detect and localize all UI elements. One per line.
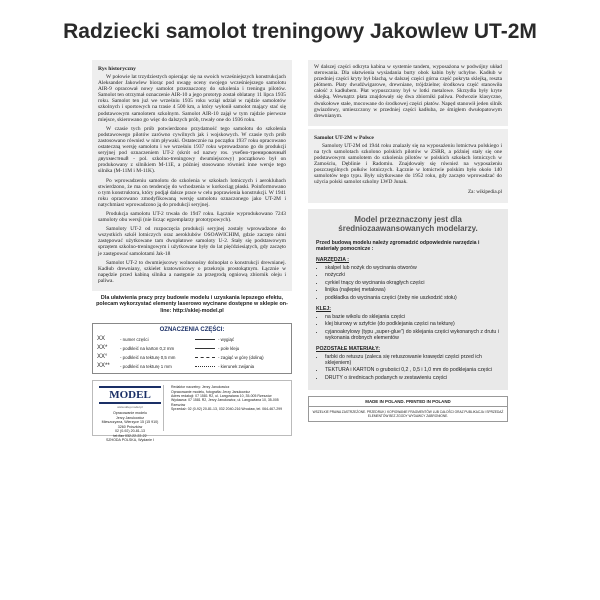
tools-list xyxy=(316,265,500,301)
poland-heading: Samolot UT-2M w Polsce xyxy=(314,134,374,141)
publisher-footer xyxy=(92,380,292,443)
poland-paragraph: Samoloty UT-2M od 1944 roku znalazły się na wyposażeniu lotnictwa polskiego i na tych samolotach szkolono polskich pilotów w ZSRR, a później stały się one podstawowym samolotem do szkolenia pilotów w polskich szkołach lotniczych w Zamościu, Dęblinie i Radomiu. Znajdowały się również na wyposażeniu poszczególnych pułków lotniczych. Łącznie w lotnictwie polskim było około 140 samolotów tego typu. Były użytkowane do 1952 roku, gdy zaczęto wprowadzać do użycia polski samolot szkolny LWD Junak. xyxy=(314,142,502,186)
made-in-label: MADE IN POLAND. PRINTED IN POLAND xyxy=(309,397,507,407)
materials-list xyxy=(316,354,500,381)
article-body xyxy=(92,60,508,590)
history-paragraph: W połowie lat trzydziestych opierając się na swoich wcześniejszych konstrukcjach Aleksander Jakowlew biorąc pod uwagę oceny swojego wcześniejszego samolotu AIR-9 opracował nowy samolot przeznaczony do szkolenia i treningu pilotów. Samolot ten otrzymał oznaczenie AIR-10 a jego prototyp został oblatany 11 lipca 1935 roku. Samolot ten już we wrześniu 1935 roku wziął udział w rajdzie samolotów szkolnych i sportowych na trasie 4 500 km, a który wyłonił samolot mający stać się podstawowym samolotem szkolnym. Samolot AIR-10 zajął w tym rajdzie pierwsze miejsce, skierowano go więc do dalszych prób, trwały one do 1936 roku. xyxy=(98,74,286,123)
difficulty-title: Model przeznaczony jest dla średniozaawansowanych modelarzy. xyxy=(338,214,478,233)
laser-parts-notice: Dla ułatwienia pracy przy budowie modelu i uzyskania lepszego efektu, polecam wykorzystać elementy laserowo wycinane dostępne w sklepie on-line: http://sklej-model.pl xyxy=(96,295,288,314)
parts-legend xyxy=(92,323,292,374)
legend-item: XX - numer części xyxy=(97,336,149,343)
history-paragraph: Samoloty UT-2 od rozpoczęcia produkcji seryjnej zostały wprowadzone do wszystkich szkół lotniczych oraz aeroklubów OSOAWICHIM, gdzie zaczęto nimi zastępować użytkowane tam dwupłatowe samoloty U-2. Stały się podstawowym sprzętem szkolno-treningowym i użytkowane były do lat pięćdziesiątych, gdy zaczęto je zastępować samolotami Jak-18 xyxy=(98,226,286,257)
list-item: • TEKTURA i KARTON o grubości 0,2 , 0,5 i 1,0 mm do podklejania części xyxy=(325,367,500,373)
list-item: • cyrkiel tnący do wycinania okrągłych części xyxy=(325,280,500,286)
requirements-panel xyxy=(308,209,508,391)
list-item: • na bazie wikolu do sklejania części xyxy=(325,314,500,320)
tools-intro: Przed budową modelu należy zgromadzić odpowiednie narzędzia i materiały pomocnicze : xyxy=(316,239,480,252)
section-heading: KLEJ: xyxy=(316,305,331,312)
legend-title: OZNACZENIA CZĘŚCI: xyxy=(159,327,225,334)
list-item: • klej biurowy w sztyfcie (do podklejania części na tekturę) xyxy=(325,321,500,327)
legend-item: XX** - podkleić na tekturę 1 mm xyxy=(97,363,172,370)
legend-item: - kierunek zwijania xyxy=(195,363,287,369)
legend-item: - wygiąć xyxy=(195,336,287,342)
right-column xyxy=(308,60,508,422)
list-item: • podkładka do wycinania części (żeby nie uszkodzić stołu) xyxy=(325,295,500,301)
section-heading: POZOSTAŁE MATERIAŁY: xyxy=(316,345,380,352)
history-paragraph: Po wprowadzeniu samolotu do szkolenia w szkołach lotniczych i aeroklubach stwierdzono, że ma on tendencję do wchodzenia w korkociąg płaski. Poinformowano o tym konstruktora, który podjął dalsze prace w celu poprawienia konstrukcji. W 1941 roku opracowano zmodyfikowaną wersję samolotu oznaczonego jako UT-2M i natychmiast wprowadzono ją do produkcji seryjnej. xyxy=(98,177,286,208)
left-column xyxy=(92,60,292,443)
publisher-credits: Redaktor naczelny: Jerzy Janukowicz Opracowanie modelu, fotografia: Jerzy Janukowicz Adres redakcji: 07 1581 R2, ul. Langowiana 10, 35-005 Rzeszów Wydawca: 07 1581 R2, Jerzy Janukowicz, ul. Langowiana 10, 35-005 Rzeszów Sprzedaż: 02 (0-92) 20-81-13, 032 2040-216 Wrocław, tel. 064-467-299 xyxy=(171,385,283,412)
continuation-section xyxy=(308,60,508,126)
list-item: • nożyczki xyxy=(325,272,500,278)
publisher-address: Opracowanie modelu Jerzy Janukowicz Mieszczyzna, Wierzyce 15 (15 910) 3260 Prószków 02 (0-92) 20-81-13 tel./fax 032-22-22-22 SZHODA POLSKA, Wydanie I xyxy=(101,411,159,443)
fold-line-icon xyxy=(195,339,215,340)
poland-section xyxy=(308,129,508,203)
description-paragraph: W dalszej części odkryta kabina w systemie tandem, wyposażona w podwójny układ sterowania. Dla ułatwienia wysiadania burty obok kabin były uchylne. Kadłub w przedniej części kryty był blachą, w dalszej części górna część pokryta sklejką, reszta płótnem. Płaty dwudźwigarowe, drewniane, trójdzielne; środkowa część stanowiła całość z kadłubem. Płat wypuszczony był w lotki metalowe. Skrzydła były kryte sklejką. Wewnątrz płata znajdowały się dwa zbiorniki paliwa. Podwozie klasyczne, dwukołowe stałe, mocowane do środkowej części płatów. Napęd stanowił jeden silnik gwiazdowy, umieszczony w przedniej części kadłuba, ze śmigłem dwułopatowym drewnianym. xyxy=(314,64,502,119)
page-title: Radziecki samolot treningowy Jakowlew UT-2M xyxy=(63,20,537,43)
source-note: Za: wikipedia.pl xyxy=(468,188,502,195)
list-item: • linijka (najlepiej metalowa) xyxy=(325,287,500,293)
history-paragraph: Produkcja samolotu UT-2 trwała do 1947 roku. Łącznie wyprodukowano 7243 samoloty obu wersji (nie licząc egzemplarzy prototypowych). xyxy=(98,210,286,224)
list-item: • DRUTY o średnicach podanych w zestawieniu części xyxy=(325,375,500,381)
history-heading: Rys historyczny xyxy=(98,66,136,72)
list-item: • skalpel lub nożyk do wycinania otworów xyxy=(325,265,500,271)
history-paragraph: W czasie tych prób potwierdzono przydatność tego samolotu do szkolenia podstawowego pilotów zarówno cywilnych jak i wojskowych. W czasie tych prób zastosowano również w nim pływaki. Ostatecznie na początku 1937 roku opracowano ostateczną wersję samolotu i we wrześniu 1937 roku wprowadzono go do produkcji seryjnej pod oznaczeniem UT-2 (skrót od nazwy ros. учебно-тренировочный двухместный - pol. szkolno-treningowy dwumiejscowy) początkowo był on produkowany z silnikiem M-11E, a później stosowano również inne wersje tego silnika (M-11M i M-11K). xyxy=(98,125,286,175)
section-heading: NARZĘDZIA : xyxy=(316,256,349,263)
history-section xyxy=(92,60,292,291)
legend-item: XX° - podkleić na tekturę 0,5 mm xyxy=(97,354,176,361)
copyright-notice: WSZELKIE PRAWA ZASTRZEŻONE. PRZEDRUK I KOPIOWANIE FRAGMENTÓW LUB CAŁOŚCI ORAZ PUBLIKACJA I SPRZEDAŻ ELEMENTÓW BEZ ZGODY WYDAWCY ZABRONIONE. xyxy=(312,410,504,418)
valley-fold-icon xyxy=(195,357,215,358)
roll-direction-icon xyxy=(195,366,215,367)
legend-item: - zagiąć w górę (doliną) xyxy=(195,354,287,360)
legend-item: - pole kleju xyxy=(195,345,287,351)
history-paragraph: Samolot UT-2 to dwumiejscowy wolnonośny dolnopłat o konstrukcji drewnianej. Kadłub drewniany, szkielet kratownicowy o przekroju prostokątnym. Łącznie w napędzie przed kabiną silnika a następnie za przegrodą ogniową zbiornik oleju i paliwa. xyxy=(98,259,286,284)
glue-area-icon xyxy=(195,348,215,349)
list-item: • farbki do retuszu (zaleca się retuszowanie krawędzi części przed ich sklejeniem) xyxy=(325,354,500,366)
legend-item: XX* - podkleić na karton 0,2 mm xyxy=(97,345,175,352)
list-item: • cyjanoakrylowy (typu „super-glue”) do sklejania części wykonanych z drutu i wykonania drobnych elementów xyxy=(325,329,500,341)
copyright-box xyxy=(308,396,508,422)
glue-list xyxy=(316,314,500,341)
publisher-logo: MODEL www.sklej-model.pl Opracowanie modelu Jerzy Janukowicz Mieszczyzna, Wierzyce 15 (15 910) 3260 Prószków 02 (0-92) 20-81-13 tel./fax 032-22-22-22 SZHODA POLSKA, Wydanie I xyxy=(97,385,164,431)
